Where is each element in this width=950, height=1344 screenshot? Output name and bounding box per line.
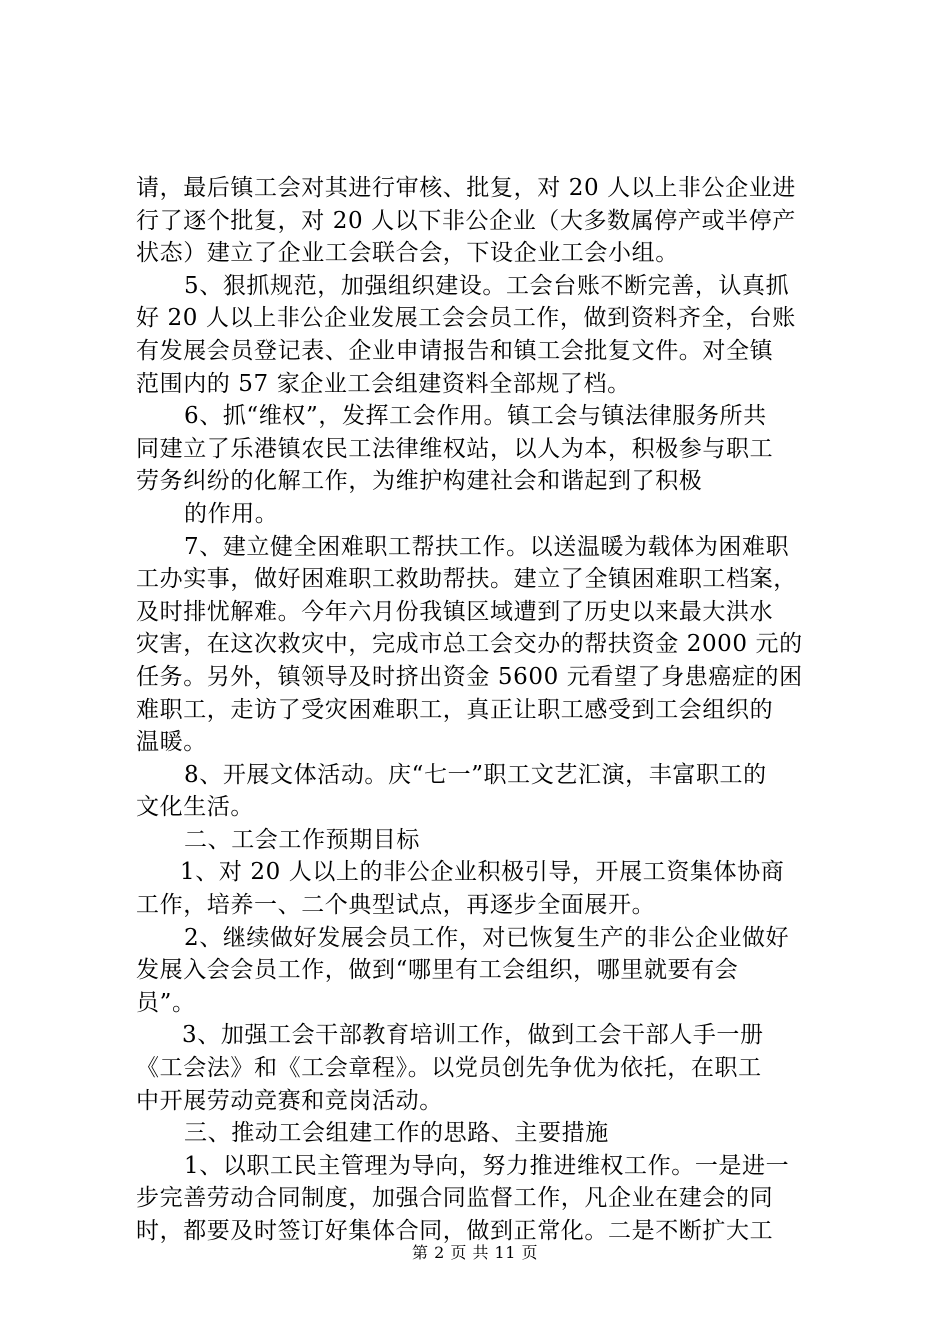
- text-line: 行了逐个批复，对 20 人以下非公企业（大多数属停产或半停产: [136, 207, 796, 234]
- text-line: 温暖。: [136, 729, 207, 756]
- text-line: 步完善劳动合同制度，加强合同监督工作，凡企业在建会的同: [136, 1185, 774, 1212]
- text-line: 文化生活。: [136, 794, 254, 821]
- paragraph-5-start: 5、狠抓规范，加强组织建设。工会台账不断完善，认真抓: [184, 272, 790, 299]
- goal-3-start: 3、加强工会干部教育培训工作，做到工会干部人手一册: [182, 1022, 764, 1049]
- text-line: 任务。另外，镇领导及时挤出资金 5600 元看望了身患癌症的困: [136, 663, 803, 690]
- document-body: [136, 172, 836, 1248]
- text-line: 工办实事，做好困难职工救助帮扶。建立了全镇困难职工档案，: [136, 566, 797, 593]
- paragraph-7-start: 7、建立健全困难职工帮扶工作。以送温暖为载体为困难职: [184, 533, 790, 560]
- section-heading-2: 二、工会工作预期目标: [184, 826, 420, 853]
- goal-1-start: 1、对 20 人以上的非公企业积极引导，开展工资集体协商: [180, 859, 785, 886]
- text-line: 灾害，在这次救灾中，完成市总工会交办的帮扶资金 2000 元的: [136, 631, 803, 658]
- text-line: 中开展劳动竞赛和竞岗活动。: [136, 1087, 443, 1114]
- text-line: 劳务纠纷的化解工作，为维护构建社会和谐起到了积极: [136, 468, 703, 495]
- text-line: 请，最后镇工会对其进行审核、批复，对 20 人以上非公企业进: [136, 175, 796, 201]
- text-line-indented: 的作用。: [184, 500, 279, 527]
- text-line: 《工会法》和《工会章程》。以党员创先争优为依托，在职工: [136, 1055, 762, 1082]
- text-line: 发展入会会员工作，做到“哪里有工会组织，哪里就要有会: [136, 957, 739, 984]
- text-line: 及时排忧解难。今年六月份我镇区域遭到了历史以来最大洪水: [136, 598, 774, 625]
- text-line: 好 20 人以上非公企业发展工会会员工作，做到资料齐全，台账: [136, 305, 796, 332]
- text-line: 有发展会员登记表、企业申请报告和镇工会批复文件。对全镇: [136, 337, 774, 364]
- text-line: 难职工，走访了受灾困难职工，真正让职工感受到工会组织的: [136, 696, 774, 723]
- goal-2-start: 2、继续做好发展会员工作，对已恢复生产的非公企业做好: [184, 924, 790, 951]
- text-line: 员”。: [136, 989, 196, 1016]
- paragraph-8-start: 8、开展文体活动。庆“七一”职工文艺汇演，丰富职工的: [184, 761, 767, 788]
- text-line: 时，都要及时签订好集体合同，做到正常化。二是不断扩大工: [136, 1218, 774, 1244]
- measure-1-start: 1、以职工民主管理为导向，努力推进维权工作。一是进一: [184, 1152, 790, 1179]
- text-line: 状态）建立了企业工会联合会，下设企业工会小组。: [136, 240, 679, 267]
- text-line: 同建立了乐港镇农民工法律维权站，以人为本，积极参与职工: [136, 435, 774, 462]
- section-heading-3: 三、推动工会组建工作的思路、主要措施: [184, 1120, 609, 1147]
- text-line: 范围内的 57 家企业工会组建资料全部规了档。: [136, 370, 631, 397]
- page-number-footer: 第 2 页 共 11 页: [412, 1243, 538, 1262]
- paragraph-6-start: 6、抓“维权”，发挥工会作用。镇工会与镇法律服务所共: [184, 403, 767, 430]
- text-line: 工作，培养一、二个典型试点，再逐步全面展开。: [136, 892, 656, 919]
